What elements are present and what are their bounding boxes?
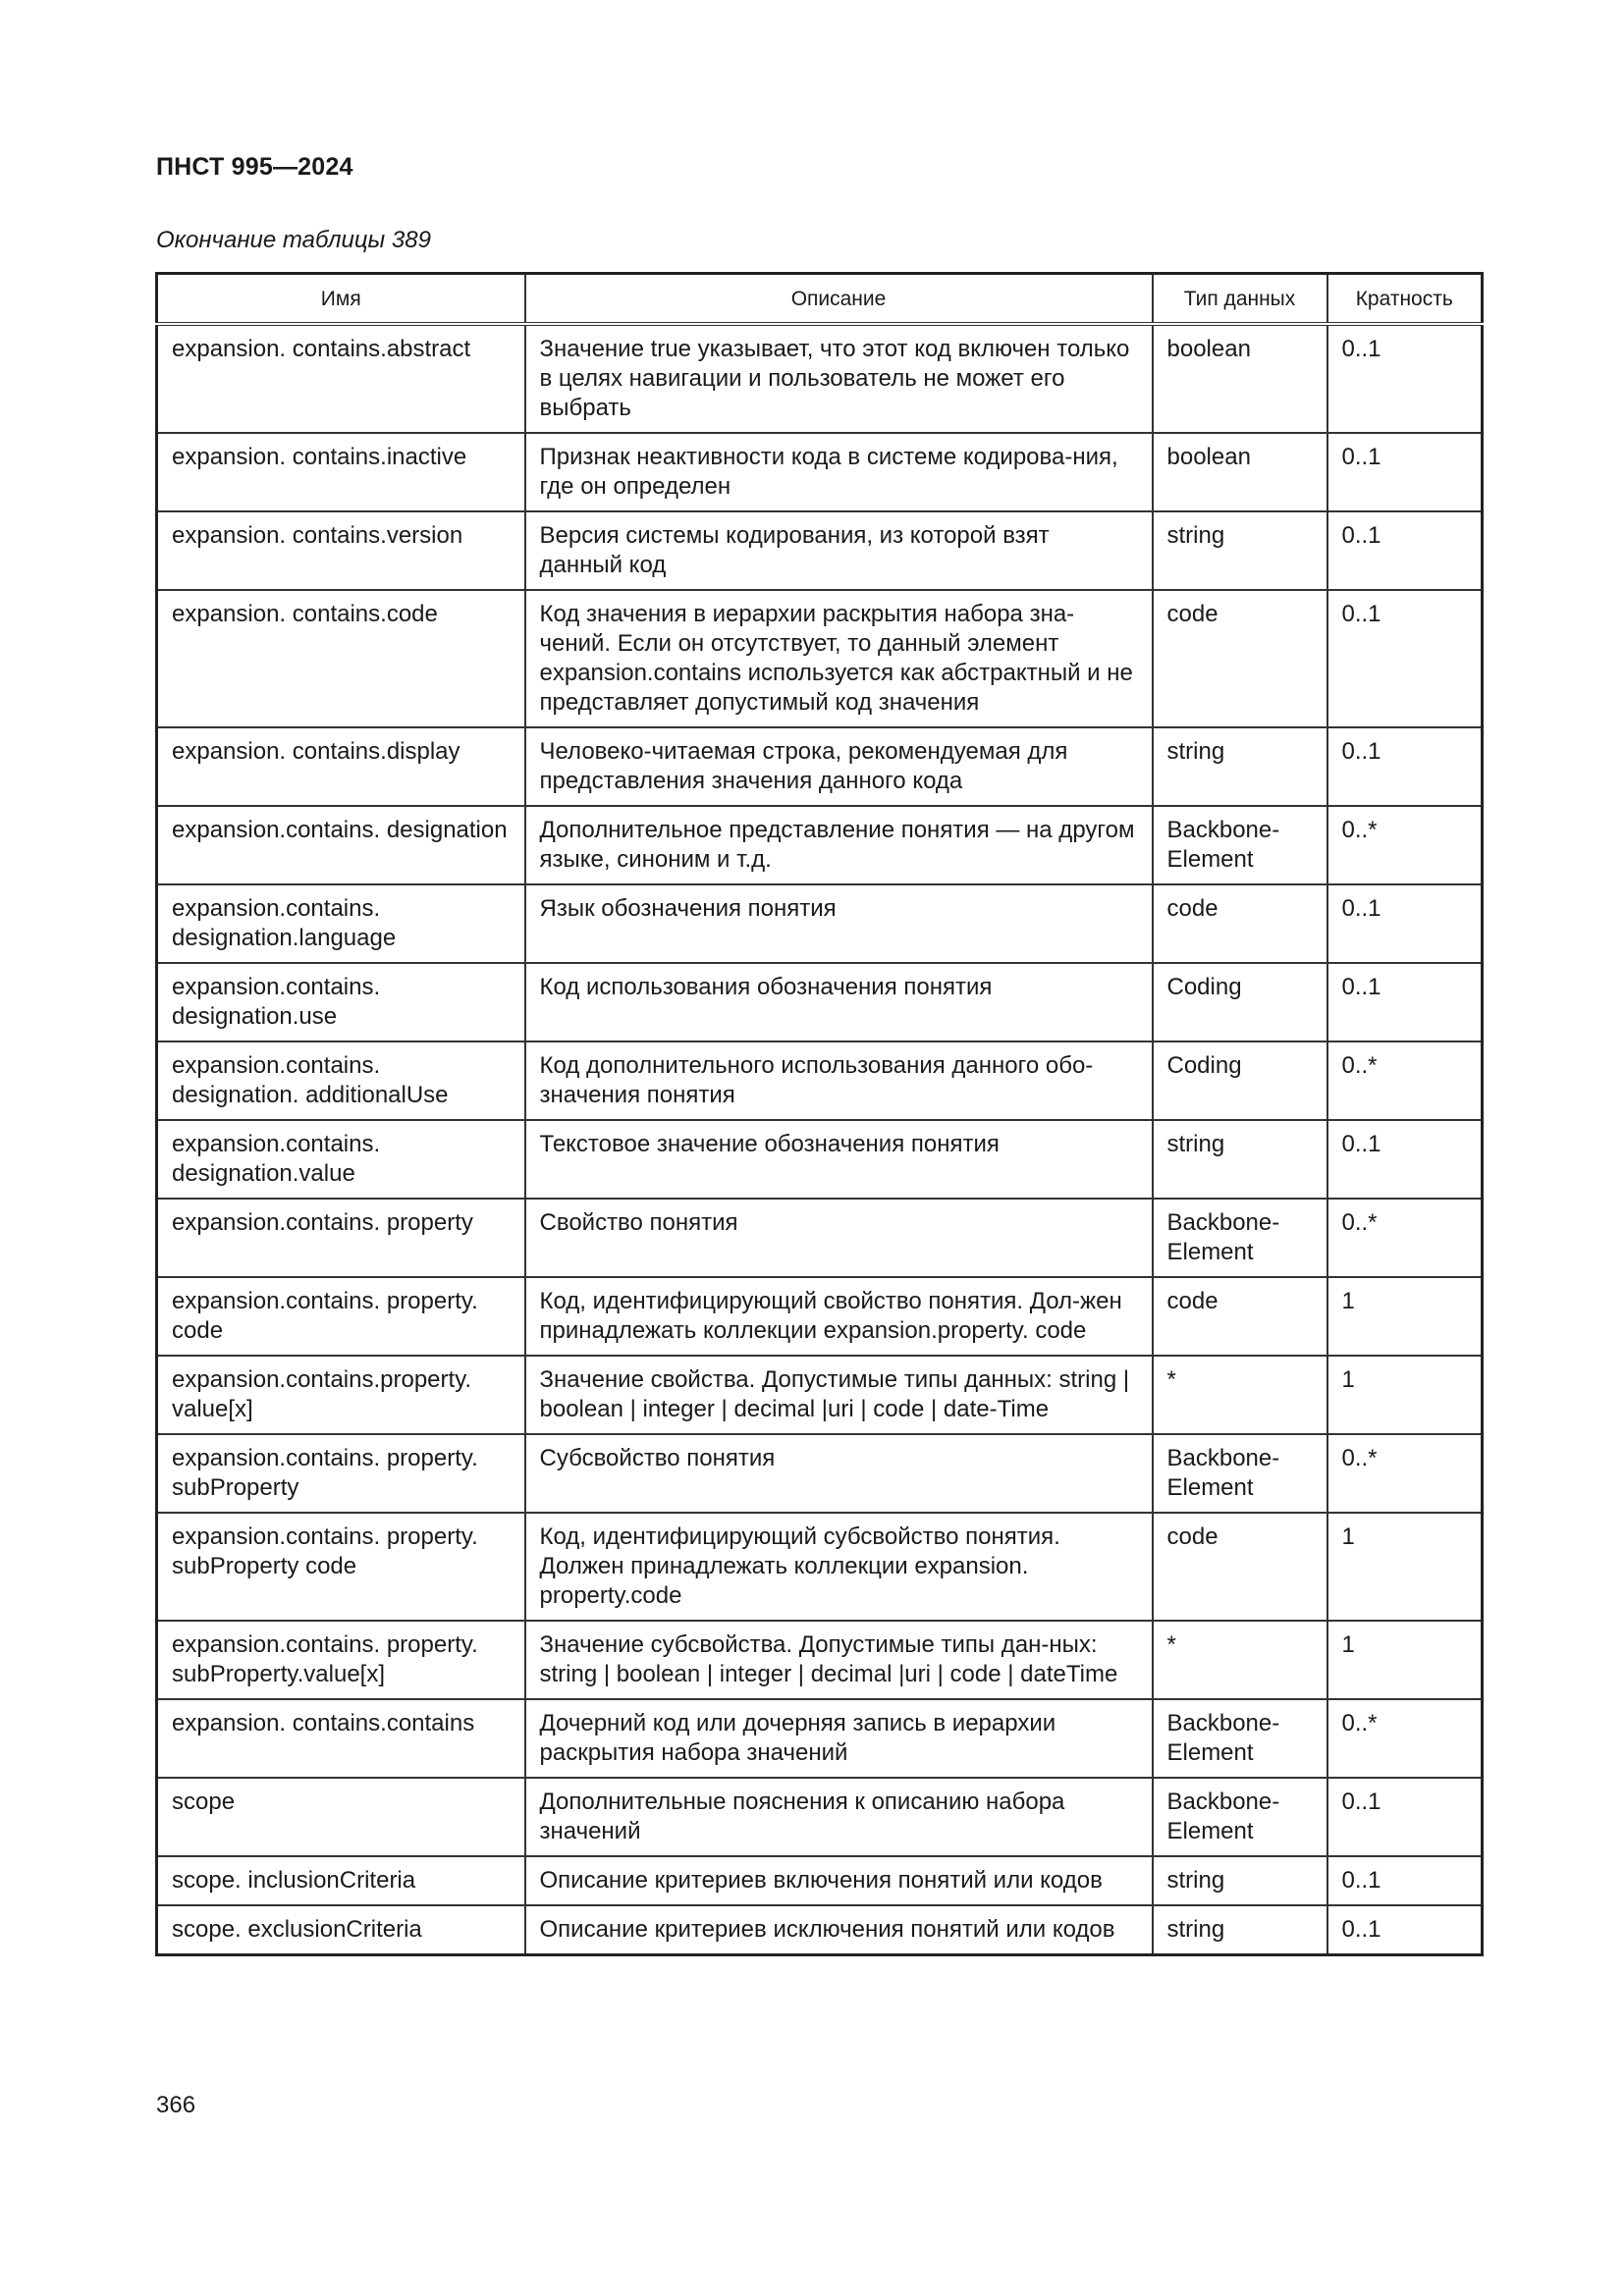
cell-type: Coding: [1153, 963, 1327, 1041]
cell-cardinality: 0..*: [1327, 1041, 1483, 1120]
cell-description: Признак неактивности кода в системе кодирова-ния, где он определен: [525, 433, 1153, 511]
cell-type: Backbone-Element: [1153, 1699, 1327, 1778]
cell-description: Язык обозначения понятия: [525, 884, 1153, 963]
table-row: [157, 884, 1483, 963]
cell-description: Код использования обозначения понятия: [525, 963, 1153, 1041]
cell-description: Версия системы кодирования, из которой взят данный код: [525, 511, 1153, 590]
document-header: ПНСТ 995—2024: [156, 153, 353, 181]
cell-type: string: [1153, 1856, 1327, 1905]
table-row: [157, 511, 1483, 590]
cell-description: Текстовое значение обозначения понятия: [525, 1120, 1153, 1199]
cell-description: Свойство понятия: [525, 1199, 1153, 1277]
cell-description: Код дополнительного использования данного обо-значения понятия: [525, 1041, 1153, 1120]
cell-cardinality: 0..1: [1327, 433, 1483, 511]
cell-type: *: [1153, 1621, 1327, 1699]
cell-cardinality: 1: [1327, 1513, 1483, 1621]
table-row: [157, 324, 1483, 433]
cell-name: expansion. contains.abstract: [157, 324, 525, 433]
table-caption: Окончание таблицы 389: [156, 227, 431, 253]
cell-description: Субсвойство понятия: [525, 1434, 1153, 1513]
cell-cardinality: 0..1: [1327, 727, 1483, 806]
cell-name: expansion. contains.contains: [157, 1699, 525, 1778]
cell-name: expansion. contains.inactive: [157, 433, 525, 511]
cell-type: string: [1153, 1905, 1327, 1955]
table-row: [157, 1120, 1483, 1199]
cell-description: Код, идентифицирующий свойство понятия. Дол-жен принадлежать коллекции expansion.property. code: [525, 1277, 1153, 1356]
cell-name: expansion. contains.version: [157, 511, 525, 590]
cell-name: scope. inclusionCriteria: [157, 1856, 525, 1905]
cell-name: expansion.contains.property. value[x]: [157, 1356, 525, 1434]
cell-type: boolean: [1153, 324, 1327, 433]
cell-name: expansion. contains.display: [157, 727, 525, 806]
cell-type: *: [1153, 1356, 1327, 1434]
cell-type: Backbone-Element: [1153, 1199, 1327, 1277]
cell-description: Дополнительное представление понятия — на другом языке, синоним и т.д.: [525, 806, 1153, 884]
table-row: [157, 806, 1483, 884]
cell-cardinality: 1: [1327, 1277, 1483, 1356]
table-row: [157, 1856, 1483, 1905]
table-row: [157, 963, 1483, 1041]
cell-cardinality: 1: [1327, 1621, 1483, 1699]
cell-name: expansion.contains. property. subProperty: [157, 1434, 525, 1513]
cell-name: expansion.contains. property. code: [157, 1277, 525, 1356]
cell-cardinality: 0..*: [1327, 1434, 1483, 1513]
cell-cardinality: 0..1: [1327, 963, 1483, 1041]
table-header-row: [157, 274, 1483, 325]
cell-name: expansion.contains. designation.language: [157, 884, 525, 963]
cell-name: scope: [157, 1778, 525, 1856]
cell-name: expansion.contains. property. subProperty.value[x]: [157, 1621, 525, 1699]
cell-name: expansion.contains. designation: [157, 806, 525, 884]
cell-cardinality: 0..1: [1327, 1856, 1483, 1905]
cell-cardinality: 0..1: [1327, 1120, 1483, 1199]
table-body: [157, 324, 1483, 1955]
table-row: [157, 1699, 1483, 1778]
cell-cardinality: 1: [1327, 1356, 1483, 1434]
cell-cardinality: 0..1: [1327, 1905, 1483, 1955]
cell-cardinality: 0..1: [1327, 884, 1483, 963]
cell-description: Описание критериев исключения понятий или кодов: [525, 1905, 1153, 1955]
column-header-type: Тип данных: [1153, 274, 1327, 325]
table-row: [157, 1513, 1483, 1621]
cell-type: boolean: [1153, 433, 1327, 511]
cell-name: scope. exclusionCriteria: [157, 1905, 525, 1955]
table-row: [157, 433, 1483, 511]
column-header-cardinality: Кратность: [1327, 274, 1483, 325]
cell-type: string: [1153, 1120, 1327, 1199]
cell-type: code: [1153, 590, 1327, 727]
cell-type: Backbone-Element: [1153, 1778, 1327, 1856]
table-row: [157, 1041, 1483, 1120]
cell-type: code: [1153, 1513, 1327, 1621]
cell-cardinality: 0..*: [1327, 1199, 1483, 1277]
table-row: [157, 1434, 1483, 1513]
spec-table: [155, 272, 1484, 1956]
cell-type: code: [1153, 1277, 1327, 1356]
cell-cardinality: 0..*: [1327, 806, 1483, 884]
table-row: [157, 1356, 1483, 1434]
cell-description: Код, идентифицирующий субсвойство понятия. Должен принадлежать коллекции expansion. property.code: [525, 1513, 1153, 1621]
table-row: [157, 1621, 1483, 1699]
cell-description: Код значения в иерархии раскрытия набора зна-чений. Если он отсутствует, то данный элемент expansion.contains используется как абстрактный и не представляет допустимый код значения: [525, 590, 1153, 727]
cell-type: string: [1153, 511, 1327, 590]
cell-type: string: [1153, 727, 1327, 806]
column-header-description: Описание: [525, 274, 1153, 325]
cell-cardinality: 0..1: [1327, 324, 1483, 433]
page-number: 366: [156, 2092, 196, 2118]
column-header-name: Имя: [157, 274, 525, 325]
cell-cardinality: 0..*: [1327, 1699, 1483, 1778]
cell-description: Значение субсвойства. Допустимые типы дан-ных: string | boolean | integer | decimal |uri | code | dateTime: [525, 1621, 1153, 1699]
cell-cardinality: 0..1: [1327, 590, 1483, 727]
table-row: [157, 590, 1483, 727]
cell-cardinality: 0..1: [1327, 1778, 1483, 1856]
table-row: [157, 1905, 1483, 1955]
cell-name: expansion.contains. designation.use: [157, 963, 525, 1041]
cell-name: expansion.contains. designation. additionalUse: [157, 1041, 525, 1120]
cell-cardinality: 0..1: [1327, 511, 1483, 590]
cell-type: code: [1153, 884, 1327, 963]
cell-description: Дочерний код или дочерняя запись в иерархии раскрытия набора значений: [525, 1699, 1153, 1778]
table-row: [157, 727, 1483, 806]
table-row: [157, 1778, 1483, 1856]
cell-name: expansion.contains. designation.value: [157, 1120, 525, 1199]
cell-description: Значение true указывает, что этот код включен только в целях навигации и пользователь не может его выбрать: [525, 324, 1153, 433]
cell-description: Дополнительные пояснения к описанию набора значений: [525, 1778, 1153, 1856]
cell-description: Описание критериев включения понятий или кодов: [525, 1856, 1153, 1905]
cell-name: expansion.contains. property. subProperty code: [157, 1513, 525, 1621]
cell-description: Человеко-читаемая строка, рекомендуемая для представления значения данного кода: [525, 727, 1153, 806]
cell-description: Значение свойства. Допустимые типы данных: string | boolean | integer | decimal |uri | code | date-Time: [525, 1356, 1153, 1434]
table-row: [157, 1277, 1483, 1356]
cell-name: expansion.contains. property: [157, 1199, 525, 1277]
cell-type: Backbone-Element: [1153, 1434, 1327, 1513]
cell-type: Coding: [1153, 1041, 1327, 1120]
table-row: [157, 1199, 1483, 1277]
cell-type: Backbone-Element: [1153, 806, 1327, 884]
cell-name: expansion. contains.code: [157, 590, 525, 727]
